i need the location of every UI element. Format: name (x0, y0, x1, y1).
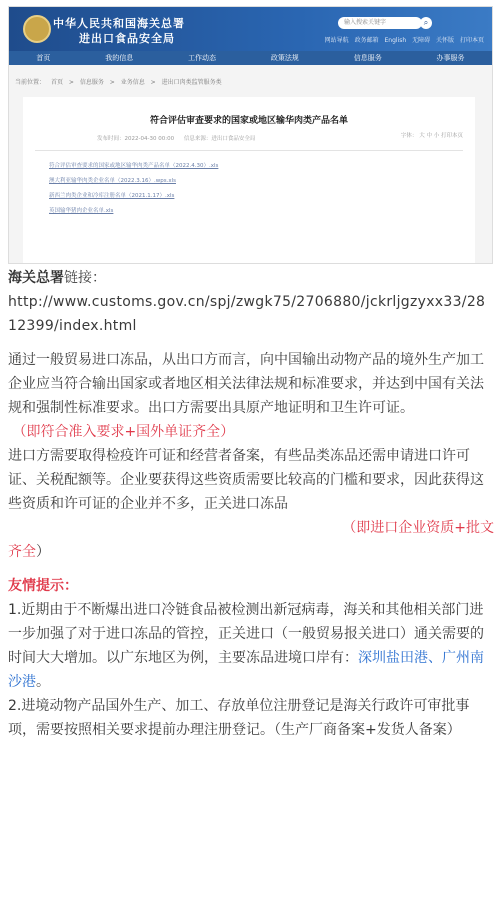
attachment-link[interactable]: 澳大利亚输华肉类企业名单（2022.3.16）.wps.xls (49, 178, 176, 184)
article-tools (401, 131, 463, 139)
top-link[interactable]: 关怀版 (436, 37, 455, 44)
top-link[interactable]: 无障碍 (412, 37, 431, 44)
note-bracket: ） (220, 424, 235, 440)
search-input[interactable]: 输入搜索关键字 (338, 17, 422, 29)
font-size-label: 字体： (400, 133, 418, 139)
font-medium-button[interactable]: 中 (426, 133, 432, 139)
tip-2: 2.进境动物产品国外生产、加工、存放单位注册登记是海关行政许可审批事项，需要按照相关要求提前办理注册登记。（生产厂商备案+发货人备案） (8, 698, 470, 738)
tips-title: 友情提示： (8, 578, 78, 594)
link-line (8, 266, 494, 290)
attachment-link[interactable]: 新西兰肉类企业和冷库注册名单（2021.1.17）.xls (49, 193, 175, 199)
embedded-webpage-screenshot (8, 6, 493, 264)
article-panel (23, 97, 475, 263)
breadcrumb-separator: > (68, 79, 74, 86)
note-bracket: （ (342, 520, 357, 536)
paragraph-export: 通过一般贸易进口冻品，从出口方而言，向中国输出动物产品的境外生产加工企业应当符合输出国家或者地区相关法律法规和标准要求，并达到中国有关法规和强制性标准要求。出口方需要出具原产地证明和卫生许可证。 (8, 352, 484, 416)
nav-item-services[interactable]: 信息服务 (353, 54, 382, 62)
source-url[interactable]: http://www.customs.gov.cn/spj/zwgk75/2706880/jckrljgzyxx33/2812399/index.html (8, 294, 486, 334)
tip-1-end: 。 (36, 674, 50, 690)
attachment-link[interactable]: 符合评估审查要求的国家或地区输华肉类产品名单（2022.4.30）.xls (49, 163, 219, 169)
top-link[interactable]: 打印本页 (459, 37, 484, 44)
article-title: 符合评估审查要求的国家或地区输华肉类产品名单 (149, 116, 348, 126)
nav-item-info[interactable]: 我的信息 (105, 54, 134, 62)
breadcrumb-link[interactable]: 首页 (50, 79, 63, 86)
top-links (321, 35, 484, 44)
top-link[interactable]: 网站导航 (324, 37, 349, 44)
port-separator: 、 (428, 650, 442, 666)
note-bracket: （ (12, 424, 27, 440)
top-link[interactable]: 政务邮箱 (354, 37, 379, 44)
font-small-button[interactable]: 小 (433, 133, 440, 139)
nav-item-affairs[interactable]: 办事服务 (436, 54, 465, 62)
divider (35, 150, 463, 151)
import-note-end: 齐全 (8, 544, 36, 560)
import-note: 即进口企业资质+批文 (356, 520, 494, 536)
customs-emblem-icon (23, 15, 51, 43)
port-nansha: 广州南沙港 (8, 650, 484, 690)
article-source: 信息来源：进出口食品安全局 (183, 136, 256, 142)
link-suffix: 链接： (64, 270, 106, 286)
paragraph-import-note (8, 516, 494, 540)
port-yantian: 深圳盐田港 (358, 650, 428, 666)
breadcrumb-separator: > (109, 79, 115, 86)
breadcrumb-link[interactable]: 业务信息 (120, 79, 145, 86)
link-label: 海关总署 (8, 270, 64, 286)
nav-item-news[interactable]: 工作动态 (188, 54, 217, 62)
breadcrumb (9, 65, 492, 86)
paragraph-export-note (8, 420, 494, 444)
site-subtitle: 进出口食品安全局 (79, 32, 175, 45)
breadcrumb-separator: > (150, 79, 156, 86)
nav-item-home[interactable]: 首页 (36, 54, 51, 62)
attachment-list (49, 161, 475, 214)
note-bracket: ） (36, 544, 50, 560)
breadcrumb-link[interactable]: 进出口肉类监管服务类 (161, 79, 222, 86)
font-large-button[interactable]: 大 (419, 133, 425, 139)
tip-1-text: 1.近期由于不断爆出进口冷链食品被检测出新冠病毒，海关和其他相关部门进一步加强了对于进口冻品的管控，正关进口（一般贸易报关进口）通关需要的时间大大增加。以广东地区为例，主要冻品进境口岸有： (8, 602, 484, 666)
breadcrumb-link[interactable]: 信息服务 (79, 79, 104, 86)
nav-item-policy[interactable]: 政策法规 (270, 54, 299, 62)
site-title: 中华人民共和国海关总署 (53, 17, 185, 30)
search-icon[interactable]: ⌕ (420, 17, 432, 29)
breadcrumb-label: 当前位置： (15, 79, 46, 86)
article-date: 发布时间：2022-04-30 00:00 (97, 136, 175, 142)
export-note: 即符合准入要求+国外单证齐全 (26, 424, 221, 440)
top-link[interactable]: English (384, 37, 407, 44)
main-nav (9, 51, 492, 65)
paragraph-import-note-end (8, 540, 494, 564)
site-banner (9, 7, 492, 51)
tip-1 (8, 598, 494, 694)
paragraph-import: 进口方需要取得检疫许可证和经营者备案，有些品类冻品还需申请进口许可证、关税配额等。企业要获得这些资质需要比较高的门槛和要求，因此获得这些资质和许可证的企业并不多，正关进口冻品 (8, 448, 484, 512)
print-button[interactable]: 打印本页 (440, 133, 463, 139)
attachment-link[interactable]: 英国输华猪肉企业名单.xls (49, 208, 114, 214)
post-content (8, 266, 494, 742)
